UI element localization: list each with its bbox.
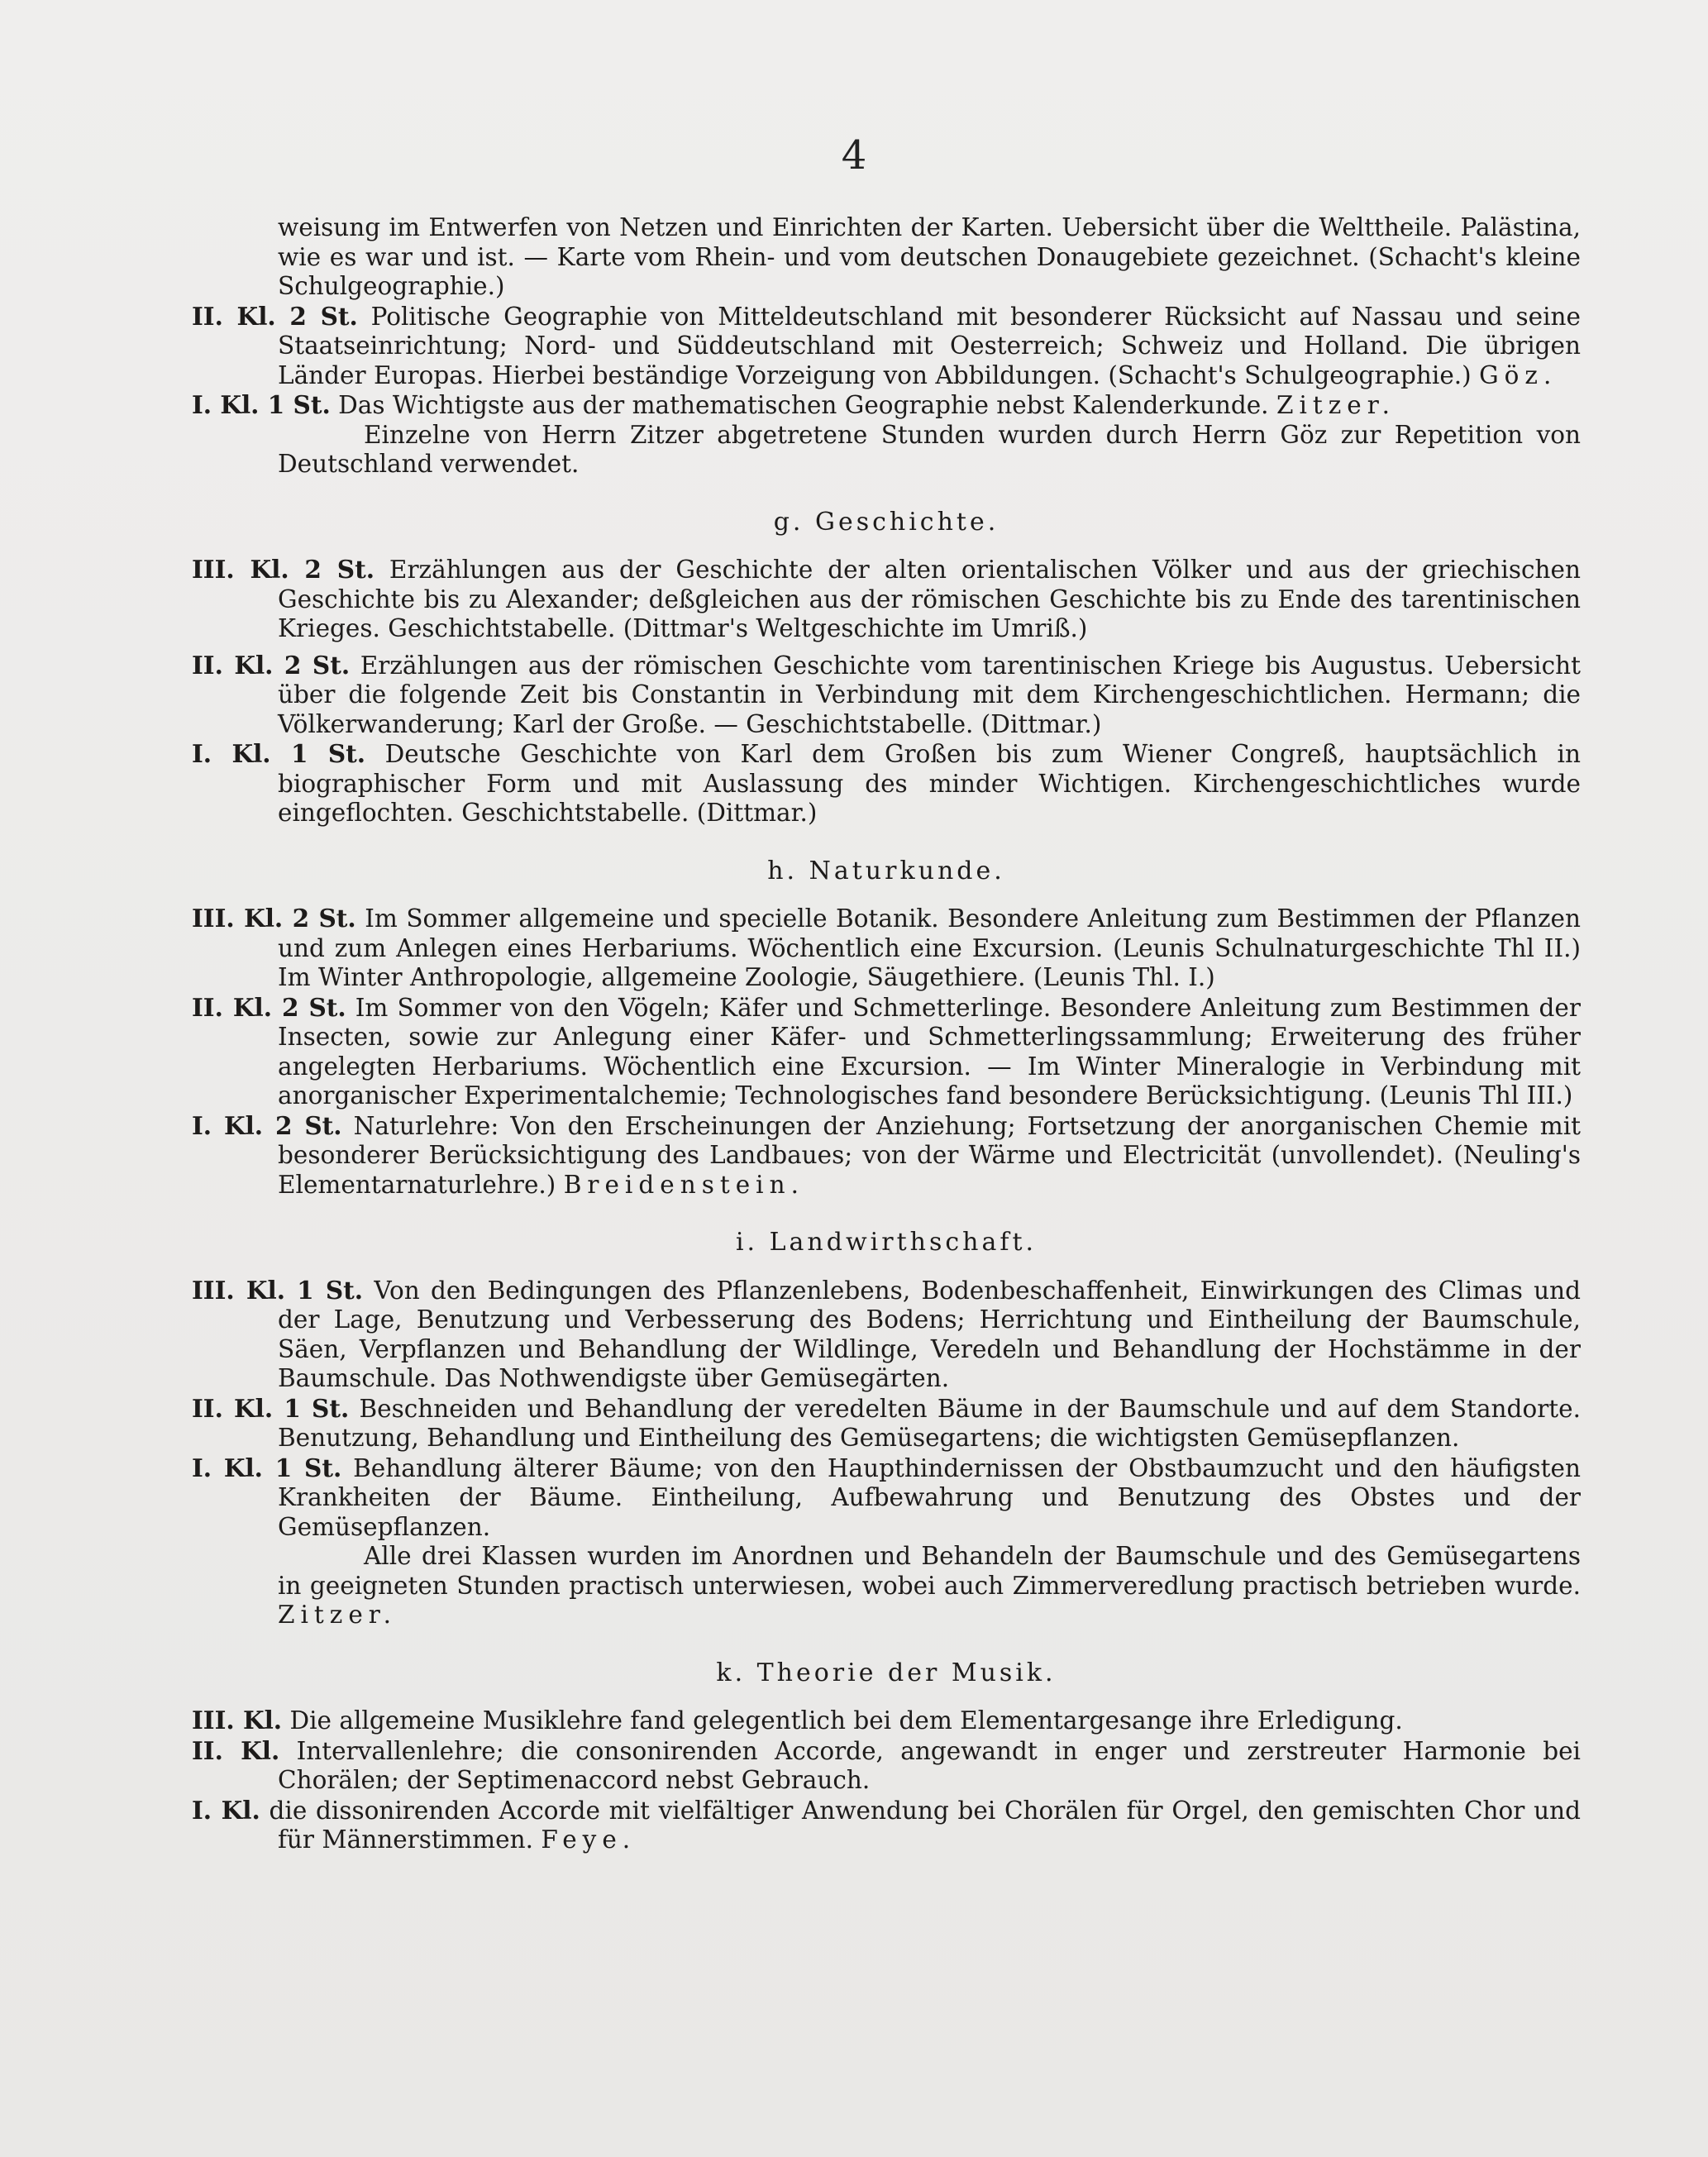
agriculture-entry-class-3 (192, 1276, 1581, 1394)
science-entry-class-3 (192, 904, 1581, 993)
teacher-name: Zitzer. (1276, 391, 1396, 419)
note-text: Alle drei Klassen wurden im Anordnen und Behandeln der Baumschule und des Gemüsegartens in geeigneten Stunden practisch unterwiesen, wobei auch Zimmerveredlung practisch betrieben wurde. (278, 1542, 1581, 1600)
history-entry-class-2 (192, 651, 1581, 740)
entry-lead: III. Kl. 2 St. (192, 904, 356, 933)
agriculture-entry-class-2 (192, 1394, 1581, 1453)
history-entry-class-1 (192, 739, 1581, 828)
science-entry-class-1 (192, 1111, 1581, 1200)
entry-text: Intervallenlehre; die consonirenden Accorde, angewandt in enger und zerstreuter Harmonie bei Chorälen; der Septimenaccord nebst Gebrauch. (278, 1736, 1581, 1794)
entry-text: Deutsche Geschichte von Karl dem Großen bis zum Wiener Congreß, hauptsächlich in biographischer Form und mit Auslassung des minder Wichtigen. Kirchengeschichtliches wurde eingeflochten. Geschichtstabelle. (Dittmar.) (278, 740, 1581, 827)
geography-continuation: weisung im Entwerfen von Netzen und Einrichten der Karten. Uebersicht über die Welttheile. Palästina, wie es war und ist. — Karte vom Rhein- und vom deutschen Donaugebiete gezeichnet. (Schacht's kleine Schulgeographie.) (278, 213, 1581, 300)
entry-lead: II. Kl. 2 St. (192, 992, 346, 1022)
entry-text: Behandlung älterer Bäume; von den Haupthindernissen der Obstbaumzucht und den häufigsten Krankheiten der Bäume. Eintheilung, Aufbewahrung und Benutzung des Obstes und der Gemüsepflanzen. (278, 1453, 1581, 1541)
teacher-name: Feye. (541, 1825, 637, 1854)
teacher-name: Breidenstein. (563, 1170, 804, 1199)
entry-text: Erzählungen aus der Geschichte der alten orientalischen Völker und aus der griechischen Geschichte bis zu Alexander; deßgleichen aus der römischen Geschichte bis zu Ende des tarentinischen Krieges. Geschichtstabelle. (Dittmar's Weltgeschichte im Umriß.) (278, 556, 1581, 642)
entry-text: Von den Bedingungen des Pflanzenlebens, Bodenbeschaffenheit, Einwirkungen des Climas und der Lage, Benutzung und Verbesserung des Bodens; Herrichtung und Eintheilung der Baumschule, Säen, Verpflanzen und Behandlung der Wildlinge, Veredeln und Behandlung der Hochstämme in der Baumschule. Das Nothwendigste über Gemüsegärten. (278, 1276, 1581, 1392)
entry-text: Naturlehre: Von den Erscheinungen der Anziehung; Fortsetzung der anorganischen Chemie mit besonderer Berücksichtigung des Landbaues; von der Wärme und Electricität (unvollendet). (Neuling's Elementarnaturlehre.) (278, 1111, 1581, 1199)
entry-lead: I. Kl. 2 St. (192, 1110, 342, 1140)
entry-text: Das Wichtigste aus der mathematischen Geographie nebst Kalenderkunde. (338, 391, 1269, 419)
entry-lead: III. Kl. (192, 1706, 283, 1735)
entry-text: Beschneiden und Behandlung der veredelten Bäume in der Baumschule und auf dem Standorte. Benutzung, Behandlung und Eintheilung des Gemüsegartens; die wichtigsten Gemüsepflanzen. (278, 1394, 1581, 1452)
geography-entry-class-2 (192, 302, 1581, 391)
agriculture-note (192, 1542, 1581, 1630)
section-heading-naturkunde: h. Naturkunde. (767, 856, 1005, 885)
agriculture-entry-class-1 (192, 1453, 1581, 1543)
page-body (192, 213, 1581, 1855)
entry-lead: I. Kl. 1 St. (192, 739, 366, 768)
entry-lead: III. Kl. 1 St. (192, 1275, 364, 1305)
entry-lead: I. Kl. 1 St. (192, 1453, 342, 1482)
history-entry-class-3 (192, 555, 1581, 644)
entry-lead: II. Kl. 2 St. (192, 301, 358, 331)
music-entry-class-3 (192, 1706, 1581, 1736)
music-entry-class-1 (192, 1796, 1581, 1855)
section-heading-landwirthschaft: i. Landwirthschaft. (735, 1228, 1038, 1257)
entry-lead: II. Kl. 2 St. (192, 650, 351, 680)
teacher-name: Zitzer. (278, 1601, 398, 1629)
music-entry-class-2 (192, 1736, 1581, 1796)
teacher-name: Göz. (1479, 360, 1558, 389)
entry-text: Erzählungen aus der römischen Geschichte vom tarentinischen Kriege bis Augustus. Uebersicht über die folgende Zeit bis Constantin in Verbindung mit dem Kirchengeschichtlichen. Hermann; die Völkerwanderung; Karl der Große. — Geschichtstabelle. (Dittmar.) (278, 651, 1581, 738)
entry-lead: II. Kl. 1 St. (192, 1393, 350, 1423)
entry-lead: I. Kl. 1 St. (192, 390, 331, 419)
section-heading-geschichte: g. Geschichte. (773, 507, 1000, 537)
geography-note: Einzelne von Herrn Zitzer abgetretene Stunden wurden durch Herrn Göz zur Repetition von Deutschland verwendet. (278, 420, 1581, 478)
section-heading-musik: k. Theorie der Musik. (716, 1658, 1057, 1687)
science-entry-class-2 (192, 993, 1581, 1111)
entry-lead: II. Kl. (192, 1735, 280, 1765)
entry-lead: III. Kl. 2 St. (192, 555, 375, 584)
geography-entry-class-1 (192, 390, 1581, 421)
page-number: 4 (841, 132, 867, 179)
entry-text: Politische Geographie von Mitteldeutschland mit besonderer Rücksicht auf Nassau und seine Staatseinrichtung; Nord- und Süddeutschland mit Oesterreich; Schweiz und Holland. Die übrigen Länder Europas. Hierbei beständige Vorzeigung von Abbildungen. (Schacht's Schulgeographie.) (278, 302, 1581, 389)
entry-text: Im Sommer allgemeine und specielle Botanik. Besondere Anleitung zum Bestimmen der Pflanzen und zum Anlegen eines Herbariums. Wöchentlich eine Excursion. (Leunis Schulnaturgeschichte Thl II.) Im Winter Anthropologie, allgemeine Zoologie, Säugethiere. (Leunis Thl. I.) (278, 904, 1581, 991)
entry-lead: I. Kl. (192, 1795, 260, 1825)
entry-text: die dissonirenden Accorde mit vielfältiger Anwendung bei Chorälen für Orgel, den gemischten Chor und für Männerstimmen. (269, 1796, 1581, 1854)
entry-text: Im Sommer von den Vögeln; Käfer und Schmetterlinge. Besondere Anleitung zum Bestimmen der Insecten, sowie zur Anlegung einer Käfer- und Schmetterlingssammlung; Erweiterung des früher angelegten Herbariums. Wöchentlich eine Excursion. — Im Winter Mineralogie in Verbindung mit anorganischer Experimentalchemie; Technologisches fand besondere Berücksichtigung. (Leunis Thl III.) (278, 993, 1581, 1110)
entry-text: Die allgemeine Musiklehre fand gelegentlich bei dem Elementargesange ihre Erledigung. (289, 1706, 1403, 1735)
